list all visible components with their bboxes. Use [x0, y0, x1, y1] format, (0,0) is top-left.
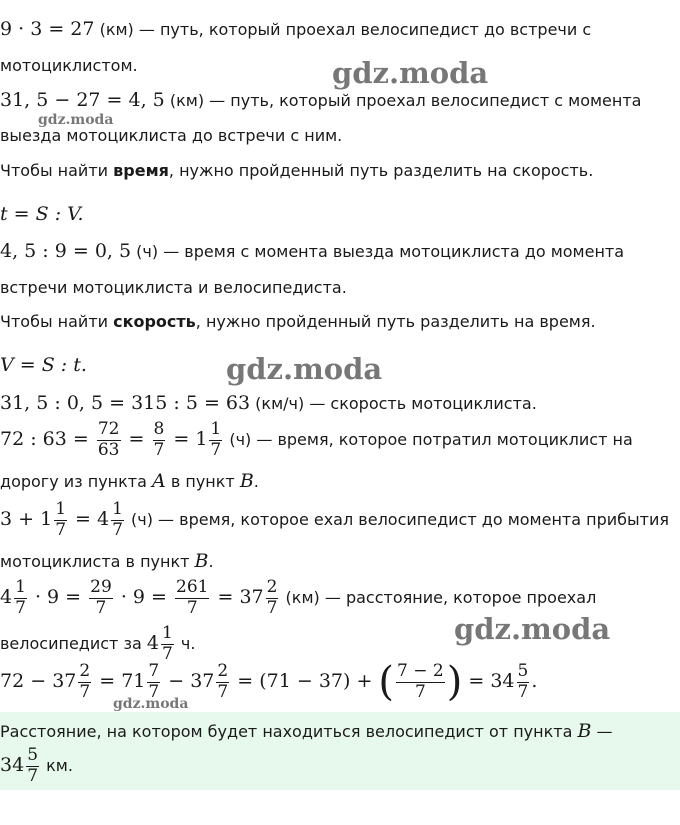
- line-text: (км) — путь, который проехал велосипедист до встречи с: [94, 20, 592, 39]
- answer-text: —: [591, 722, 613, 741]
- line-text: (ч) — время с момента выезда мотоциклиста до момента: [131, 242, 625, 261]
- fraction: $\frac{29}{7}$: [90, 577, 112, 618]
- fraction: $\frac{1}{7}$: [112, 499, 123, 540]
- rule-text: Чтобы найти: [0, 312, 114, 331]
- line-text: велосипедист за: [0, 634, 147, 654]
- fraction: $\frac{261}{7}$: [176, 577, 209, 618]
- answer-value: 34 $\frac{5}{7}$: [0, 745, 39, 786]
- fraction: $\frac{1}{7}$: [210, 419, 222, 460]
- solution-line-8: [0, 280, 347, 296]
- fraction: $\frac{2}{7}$: [266, 577, 278, 618]
- fraction: $\frac{1}{7}$: [161, 623, 173, 664]
- math-expression: 31, 5 − 27 = 4, 5: [0, 89, 165, 111]
- watermark: gdz.moda: [454, 612, 611, 646]
- rule-speed: [0, 314, 596, 330]
- point-b: B: [239, 470, 254, 492]
- line-text: (км) — путь, который проехал велосипедист с момента: [164, 91, 642, 110]
- line-text: (ч) — время, которое ехал велосипедист до момента прибытия: [125, 510, 669, 530]
- formula-speed: [0, 356, 87, 375]
- line-text: дорогу из пункта: [0, 472, 153, 491]
- point-a: A: [152, 470, 166, 492]
- line-text: мотоциклиста в пункт: [0, 552, 195, 571]
- solution-line-11: [0, 394, 537, 413]
- point-b: B: [194, 550, 209, 572]
- fraction: $\frac{5}{7}$: [27, 745, 39, 786]
- fraction: $\frac{72}{63}$: [97, 419, 120, 460]
- formula-time: [0, 205, 84, 224]
- fraction: $\frac{1}{7}$: [15, 577, 26, 618]
- line-text: выезда мотоциклиста до встречи с ним.: [0, 126, 343, 145]
- line-text: .: [208, 552, 214, 571]
- watermark: gdz.moda: [226, 352, 383, 386]
- answer-line-1: [0, 722, 613, 741]
- line-text: ч.: [175, 634, 196, 654]
- line-text: (ч) — время, которое потратил мотоциклист на: [224, 430, 633, 450]
- rule-text: , нужно пройденный путь разделить на скорость.: [168, 161, 594, 180]
- solution-line-15: [0, 552, 214, 571]
- watermark: gdz.moda: [38, 112, 114, 128]
- math-expression: t = S : V.: [0, 203, 84, 225]
- solution-line-7: [0, 242, 624, 261]
- math-expression: 72 : 63 = $\frac{72}{63}$ = $\frac{8}{7}$ = 1 $\frac{1}{7}$: [0, 419, 222, 460]
- solution-line-12: [0, 420, 633, 460]
- line-text: мотоциклистом.: [0, 56, 138, 75]
- solution-line-2: [0, 58, 138, 74]
- line-text: в пункт: [165, 472, 240, 491]
- math-expression: 4, 5 : 9 = 0, 5: [0, 240, 132, 262]
- fraction: $\frac{7 - 2}{7}$: [397, 661, 444, 702]
- watermark: gdz.moda: [332, 56, 489, 90]
- solution-line-3: [0, 91, 641, 110]
- fraction: $\frac{5}{7}$: [517, 661, 529, 702]
- fraction: $\frac{2}{7}$: [217, 661, 229, 702]
- bold-term-speed: скорость: [113, 312, 196, 331]
- rule-time: [0, 163, 593, 179]
- line-text: (км/ч) — скорость мотоциклиста.: [250, 394, 537, 413]
- math-expression: 9 · 3 = 27: [0, 18, 95, 40]
- solution-line-13: [0, 472, 259, 491]
- math-expression: 4 $\frac{1}{7}$: [146, 623, 173, 664]
- math-expression: 31, 5 : 0, 5 = 315 : 5 = 63: [0, 392, 251, 414]
- rule-text: , нужно пройденный путь разделить на время.: [195, 312, 596, 331]
- answer-text: км.: [41, 756, 73, 776]
- rule-text: Чтобы найти: [0, 161, 114, 180]
- line-text: встречи мотоциклиста и велосипедиста.: [0, 278, 347, 297]
- line-text: .: [253, 472, 259, 491]
- math-expression: 72 − 37 $\frac{2}{7}$ = 71 $\frac{7}{7}$ − 37 $\frac{2}{7}$ = (71 − 37) + ( $\frac{7 - 2}{7}$ ) = 34 $\frac{5}{7}$ .: [0, 659, 538, 706]
- math-expression: V = S : t.: [0, 354, 87, 376]
- fraction: $\frac{7}{7}$: [148, 661, 160, 702]
- math-expression: 3 + 1 $\frac{1}{7}$ = 4 $\frac{1}{7}$: [0, 499, 123, 540]
- solution-line-1: [0, 20, 591, 39]
- fraction: $\frac{8}{7}$: [153, 419, 165, 460]
- solution-line-4: [0, 128, 342, 144]
- fraction: $\frac{1}{7}$: [55, 499, 67, 540]
- solution-line-14: [0, 500, 669, 540]
- bold-term-time: время: [113, 161, 169, 180]
- answer-text: Расстояние, на котором будет находиться велосипедист от пункта: [0, 722, 578, 741]
- math-expression: 4 $\frac{1}{7}$ · 9 = $\frac{29}{7}$ · 9 = $\frac{261}{7}$ = 37 $\frac{2}{7}$: [0, 577, 278, 618]
- line-text: (км) — расстояние, которое проехал: [280, 588, 597, 608]
- point-b: B: [577, 720, 592, 742]
- solution-line-17: [0, 624, 195, 664]
- answer-line-2: [0, 746, 73, 786]
- fraction: $\frac{2}{7}$: [79, 661, 91, 702]
- watermark: gdz.moda: [113, 696, 189, 712]
